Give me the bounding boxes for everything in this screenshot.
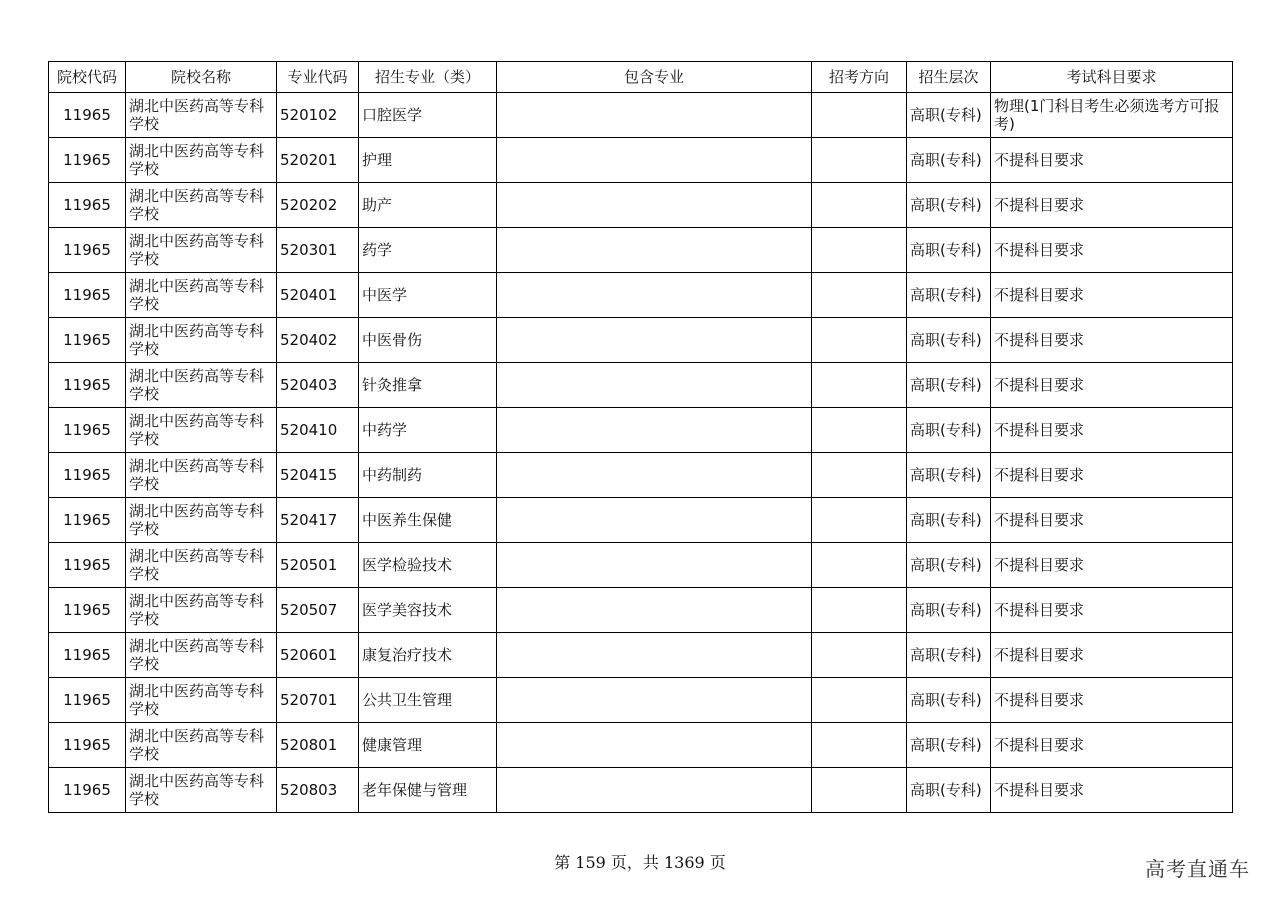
table-row (49, 183, 1233, 228)
header-major-code: 专业代码 (277, 62, 359, 93)
table-row (49, 588, 1233, 633)
cell-school-name: 湖北中医药高等专科学校 (126, 363, 277, 408)
cell-school-name: 湖北中医药高等专科学校 (126, 543, 277, 588)
cell-school-code: 11965 (49, 93, 126, 138)
cell-school-name: 湖北中医药高等专科学校 (126, 768, 277, 813)
header-direction: 招考方向 (812, 62, 907, 93)
table-row (49, 363, 1233, 408)
page-footer: 第 159 页，共 1369 页 (554, 853, 726, 872)
cell-included-majors (497, 723, 812, 768)
cell-included-majors (497, 498, 812, 543)
cell-school-name: 湖北中医药高等专科学校 (126, 183, 277, 228)
cell-major: 助产 (359, 183, 497, 228)
cell-subjects: 不提科目要求 (991, 318, 1233, 363)
cell-major-code: 520415 (277, 453, 359, 498)
cell-direction (812, 138, 907, 183)
cell-major-code: 520803 (277, 768, 359, 813)
cell-major: 中药学 (359, 408, 497, 453)
cell-direction (812, 768, 907, 813)
table-row (49, 633, 1233, 678)
cell-school-code: 11965 (49, 633, 126, 678)
cell-level: 高职(专科) (907, 363, 991, 408)
cell-included-majors (497, 678, 812, 723)
cell-major: 中医骨伤 (359, 318, 497, 363)
cell-level: 高职(专科) (907, 408, 991, 453)
cell-school-name: 湖北中医药高等专科学校 (126, 498, 277, 543)
cell-school-code: 11965 (49, 723, 126, 768)
cell-school-name: 湖北中医药高等专科学校 (126, 138, 277, 183)
header-included-majors: 包含专业 (497, 62, 812, 93)
cell-direction (812, 318, 907, 363)
cell-direction (812, 408, 907, 453)
cell-included-majors (497, 363, 812, 408)
cell-school-code: 11965 (49, 273, 126, 318)
cell-major-code: 520401 (277, 273, 359, 318)
cell-direction (812, 498, 907, 543)
table-row (49, 318, 1233, 363)
cell-direction (812, 723, 907, 768)
watermark-text: 高考直通车 (1145, 857, 1250, 881)
cell-major-code: 520501 (277, 543, 359, 588)
cell-direction (812, 228, 907, 273)
cell-school-code: 11965 (49, 183, 126, 228)
cell-school-code: 11965 (49, 228, 126, 273)
cell-level: 高职(专科) (907, 228, 991, 273)
cell-subjects: 物理(1门科目考生必须选考方可报考) (991, 93, 1233, 138)
cell-major-code: 520403 (277, 363, 359, 408)
table-row (49, 543, 1233, 588)
cell-level: 高职(专科) (907, 678, 991, 723)
cell-major: 药学 (359, 228, 497, 273)
cell-major-code: 520801 (277, 723, 359, 768)
header-school-name: 院校名称 (126, 62, 277, 93)
header-school-code: 院校代码 (49, 62, 126, 93)
cell-major: 医学美容技术 (359, 588, 497, 633)
cell-school-code: 11965 (49, 678, 126, 723)
cell-direction (812, 273, 907, 318)
cell-school-name: 湖北中医药高等专科学校 (126, 318, 277, 363)
cell-major-code: 520201 (277, 138, 359, 183)
cell-subjects: 不提科目要求 (991, 768, 1233, 813)
cell-school-code: 11965 (49, 588, 126, 633)
cell-major: 中医学 (359, 273, 497, 318)
cell-subjects: 不提科目要求 (991, 498, 1233, 543)
cell-school-name: 湖北中医药高等专科学校 (126, 678, 277, 723)
table-row (49, 723, 1233, 768)
cell-major-code: 520507 (277, 588, 359, 633)
cell-included-majors (497, 228, 812, 273)
cell-direction (812, 678, 907, 723)
cell-school-name: 湖北中医药高等专科学校 (126, 723, 277, 768)
cell-included-majors (497, 138, 812, 183)
cell-subjects: 不提科目要求 (991, 183, 1233, 228)
cell-school-name: 湖北中医药高等专科学校 (126, 453, 277, 498)
cell-major: 老年保健与管理 (359, 768, 497, 813)
cell-level: 高职(专科) (907, 498, 991, 543)
cell-school-name: 湖北中医药高等专科学校 (126, 228, 277, 273)
cell-school-code: 11965 (49, 498, 126, 543)
cell-included-majors (497, 273, 812, 318)
table-row (49, 768, 1233, 813)
cell-major-code: 520202 (277, 183, 359, 228)
table-row (49, 408, 1233, 453)
table-row (49, 273, 1233, 318)
cell-level: 高职(专科) (907, 273, 991, 318)
cell-school-name: 湖北中医药高等专科学校 (126, 633, 277, 678)
cell-subjects: 不提科目要求 (991, 408, 1233, 453)
cell-school-code: 11965 (49, 408, 126, 453)
cell-level: 高职(专科) (907, 723, 991, 768)
cell-major-code: 520301 (277, 228, 359, 273)
cell-major-code: 520701 (277, 678, 359, 723)
cell-subjects: 不提科目要求 (991, 543, 1233, 588)
cell-major-code: 520417 (277, 498, 359, 543)
cell-included-majors (497, 453, 812, 498)
cell-major: 医学检验技术 (359, 543, 497, 588)
table-row (49, 498, 1233, 543)
cell-subjects: 不提科目要求 (991, 723, 1233, 768)
cell-included-majors (497, 588, 812, 633)
cell-major-code: 520402 (277, 318, 359, 363)
cell-direction (812, 93, 907, 138)
cell-major: 护理 (359, 138, 497, 183)
admissions-table (48, 61, 1233, 813)
cell-included-majors (497, 768, 812, 813)
cell-school-name: 湖北中医药高等专科学校 (126, 588, 277, 633)
table-row (49, 93, 1233, 138)
cell-direction (812, 183, 907, 228)
cell-school-code: 11965 (49, 543, 126, 588)
cell-level: 高职(专科) (907, 768, 991, 813)
cell-included-majors (497, 408, 812, 453)
cell-subjects: 不提科目要求 (991, 633, 1233, 678)
header-level: 招生层次 (907, 62, 991, 93)
cell-major: 健康管理 (359, 723, 497, 768)
cell-level: 高职(专科) (907, 138, 991, 183)
table-header-row (49, 62, 1233, 93)
cell-level: 高职(专科) (907, 588, 991, 633)
cell-subjects: 不提科目要求 (991, 228, 1233, 273)
cell-subjects: 不提科目要求 (991, 588, 1233, 633)
cell-school-code: 11965 (49, 768, 126, 813)
cell-included-majors (497, 318, 812, 363)
cell-direction (812, 543, 907, 588)
cell-direction (812, 633, 907, 678)
cell-subjects: 不提科目要求 (991, 273, 1233, 318)
cell-major-code: 520102 (277, 93, 359, 138)
cell-direction (812, 363, 907, 408)
cell-school-code: 11965 (49, 363, 126, 408)
table-row (49, 453, 1233, 498)
cell-major: 中药制药 (359, 453, 497, 498)
cell-school-name: 湖北中医药高等专科学校 (126, 93, 277, 138)
cell-school-code: 11965 (49, 138, 126, 183)
header-major: 招生专业（类） (359, 62, 497, 93)
cell-major: 针灸推拿 (359, 363, 497, 408)
cell-major-code: 520601 (277, 633, 359, 678)
cell-included-majors (497, 93, 812, 138)
cell-major-code: 520410 (277, 408, 359, 453)
cell-level: 高职(专科) (907, 633, 991, 678)
cell-level: 高职(专科) (907, 183, 991, 228)
header-subjects: 考试科目要求 (991, 62, 1233, 93)
table-row (49, 228, 1233, 273)
cell-direction (812, 588, 907, 633)
cell-level: 高职(专科) (907, 318, 991, 363)
cell-included-majors (497, 633, 812, 678)
cell-level: 高职(专科) (907, 93, 991, 138)
cell-major: 中医养生保健 (359, 498, 497, 543)
cell-included-majors (497, 543, 812, 588)
cell-level: 高职(专科) (907, 543, 991, 588)
cell-major: 康复治疗技术 (359, 633, 497, 678)
cell-major: 口腔医学 (359, 93, 497, 138)
cell-subjects: 不提科目要求 (991, 678, 1233, 723)
cell-included-majors (497, 183, 812, 228)
table-row (49, 678, 1233, 723)
cell-school-code: 11965 (49, 318, 126, 363)
cell-major: 公共卫生管理 (359, 678, 497, 723)
cell-school-code: 11965 (49, 453, 126, 498)
cell-direction (812, 453, 907, 498)
table-row (49, 138, 1233, 183)
cell-school-name: 湖北中医药高等专科学校 (126, 273, 277, 318)
cell-subjects: 不提科目要求 (991, 138, 1233, 183)
cell-school-name: 湖北中医药高等专科学校 (126, 408, 277, 453)
cell-subjects: 不提科目要求 (991, 453, 1233, 498)
cell-subjects: 不提科目要求 (991, 363, 1233, 408)
cell-level: 高职(专科) (907, 453, 991, 498)
